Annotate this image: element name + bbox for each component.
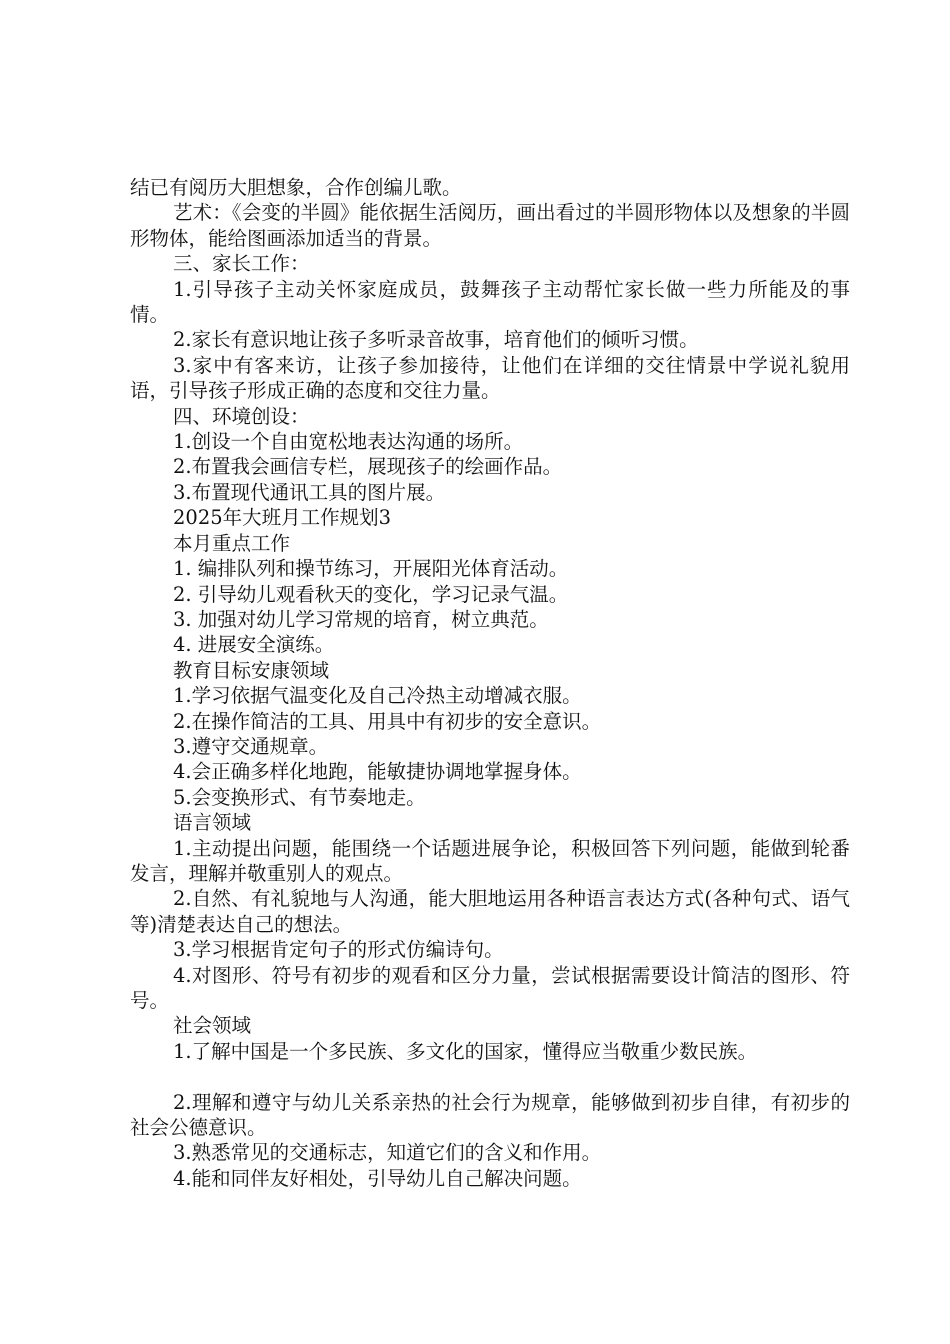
- paragraph: 1.引导孩子主动关怀家庭成员，鼓舞孩子主动帮忙家长做一些力所能及的事情。: [130, 277, 850, 327]
- paragraph: 2.自然、有礼貌地与人沟通，能大胆地运用各种语言表达方式(各种句式、语气等)清楚表达自己的想法。: [130, 887, 850, 936]
- paragraph: 3.家中有客来访，让孩子参加接待，让他们在详细的交往情景中学说礼貌用语，引导孩子形成正确的态度和交往力量。: [130, 353, 850, 403]
- paragraph: 4.会正确多样化地跑，能敏捷协调地掌握身体。: [173, 760, 582, 784]
- paragraph: 3.遵守交通规章。: [173, 734, 329, 758]
- paragraph: 三、家长工作：: [173, 252, 310, 276]
- paragraph: 4. 进展安全演练。: [173, 633, 335, 657]
- paragraph: 四、环境创设：: [173, 404, 310, 428]
- paragraph: 3.熟悉常见的交通标志，知道它们的含义和作用。: [173, 1141, 602, 1165]
- document-body: [130, 175, 850, 1191]
- paragraph: 4.对图形、符号有初步的观看和区分力量，尝试根据需要设计简洁的图形、符号。: [130, 963, 850, 1012]
- paragraph: 1.创设一个自由宽松地表达沟通的场所。: [173, 430, 524, 454]
- paragraph: 语言领域: [173, 811, 252, 835]
- paragraph: 1.了解中国是一个多民族、多文化的国家，懂得应当敬重少数民族。: [173, 1039, 758, 1063]
- paragraph: 2.家长有意识地让孩子多听录音故事，培育他们的倾听习惯。: [173, 328, 699, 352]
- paragraph: 2.理解和遵守与幼儿关系亲热的社会行为规章，能够做到初步自律，有初步的社会公德意识。: [130, 1090, 850, 1140]
- paragraph: 2. 引导幼儿观看秋天的变化，学习记录气温。: [173, 582, 569, 606]
- paragraph: 3. 加强对幼儿学习常规的培育，树立典范。: [173, 607, 549, 631]
- paragraph: 1. 编排队列和操节练习，开展阳光体育活动。: [173, 557, 569, 581]
- paragraph: 本月重点工作: [173, 531, 291, 555]
- paragraph: 艺术：《会变的半圆》能依据生活阅历，画出看过的半圆形物体以及想象的半圆形物体，能给图画添加适当的背景。: [130, 201, 850, 250]
- paragraph: 2025年大班月工作规划3: [173, 506, 392, 530]
- paragraph: 结已有阅历大胆想象，合作创编儿歌。: [130, 176, 462, 199]
- paragraph: 2.在操作简洁的工具、用具中有初步的安全意识。: [173, 709, 602, 733]
- paragraph: 教育目标安康领域: [173, 658, 330, 682]
- paragraph: 3.布置现代通讯工具的图片展。: [173, 480, 446, 504]
- paragraph: 3.学习根据肯定句子的形式仿编诗句。: [173, 938, 504, 962]
- paragraph: 4.能和同伴友好相处，引导幼儿自己解决问题。: [173, 1166, 582, 1190]
- blank-line: [130, 1064, 850, 1089]
- paragraph: 1.学习依据气温变化及自己冷热主动增减衣服。: [173, 684, 582, 708]
- paragraph: 5.会变换形式、有节奏地走。: [173, 785, 426, 809]
- paragraph: 2.布置我会画信专栏，展现孩子的绘画作品。: [173, 455, 563, 479]
- paragraph: 社会领域: [173, 1014, 252, 1038]
- paragraph: 1.主动提出问题，能围绕一个话题进展争论，积极回答下列问题，能做到轮番发言，理解并敬重别人的观点。: [130, 836, 850, 885]
